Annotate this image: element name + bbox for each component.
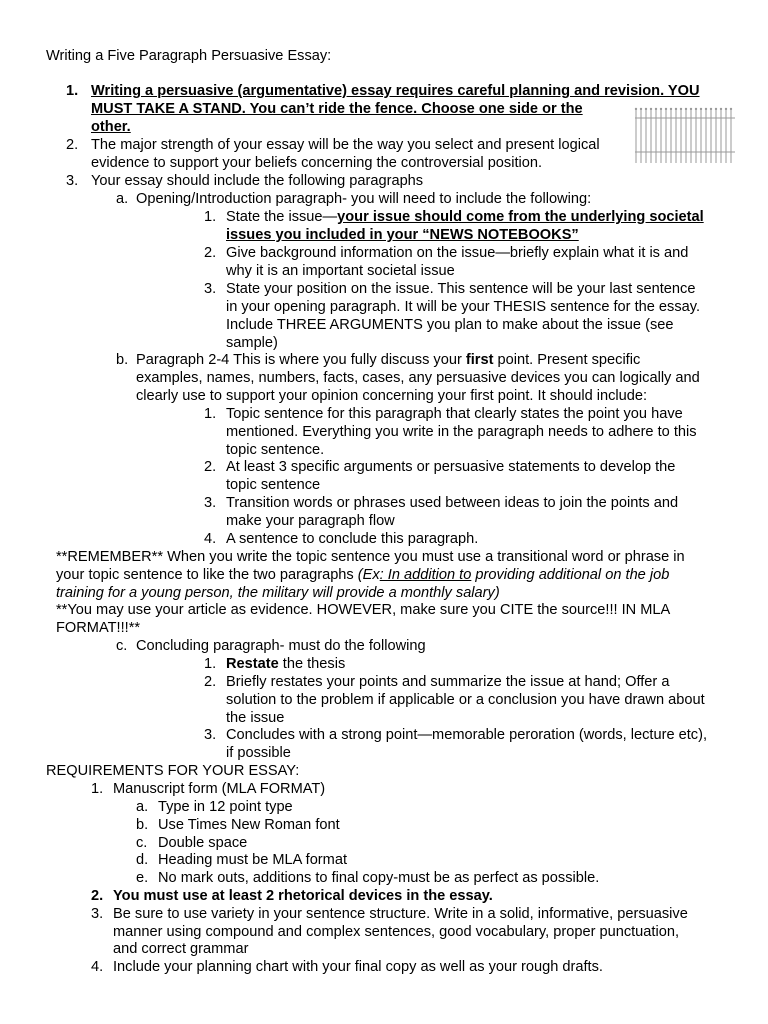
page-title: Writing a Five Paragraph Persuasive Essay: xyxy=(46,48,332,64)
item-2-line-1: The major strength of your essay will be the way you select and present logical xyxy=(91,137,600,153)
section-b-line-2: examples, names, numbers, facts, cases, any persuasive devices you can logically and xyxy=(136,370,700,386)
item-1-line-2: MUST TAKE A STAND. You can’t ride the fence. Choose one side or the xyxy=(91,101,583,117)
a-item-3-line-4: sample) xyxy=(226,335,278,351)
list-number: 3. xyxy=(204,727,217,743)
a-item-3-line-1: State your position on the issue. This sentence will be your last sentence xyxy=(226,281,696,297)
sub-letter: b. xyxy=(116,352,129,368)
c-item-3-line-2: if possible xyxy=(226,745,291,761)
a-item-3-line-2: in your opening paragraph. It will be your THESIS sentence for the essay. xyxy=(226,299,701,315)
sub-letter: b. xyxy=(136,817,149,833)
section-b-line-1: Paragraph 2-4 This is where you fully discuss your first point. Present specific xyxy=(136,352,641,368)
section-b-line-3: clearly use to support your opinion concerning your first point. It should include: xyxy=(136,388,648,404)
list-number: 2. xyxy=(204,245,217,261)
list-number: 3. xyxy=(204,495,217,511)
b-item-4-line-1: A sentence to conclude this paragraph. xyxy=(226,531,479,547)
list-number: 1. xyxy=(91,781,104,797)
item-3-line-1: Your essay should include the following paragraphs xyxy=(91,173,424,189)
b-item-1-line-1: Topic sentence for this paragraph that clearly states the point you have xyxy=(226,406,683,422)
b-item-2-line-2: topic sentence xyxy=(226,477,321,493)
list-number: 2. xyxy=(204,459,217,475)
sub-letter: d. xyxy=(136,852,149,868)
req-4-line-1: Include your planning chart with your final copy as well as your rough drafts. xyxy=(113,959,603,975)
item-1-line-1: Writing a persuasive (argumentative) essay requires careful planning and revision. YOU xyxy=(91,83,700,99)
req-3-line-1: Be sure to use variety in your sentence structure. Write in a solid, informative, persuasive xyxy=(113,906,688,922)
req-1-sub-item: Type in 12 point type xyxy=(158,799,293,815)
list-number: 1. xyxy=(204,406,217,422)
remember-note-line-3: training for a young person, the military will provide a monthly salary) xyxy=(56,585,500,601)
article-note-line-2: FORMAT!!!** xyxy=(56,620,141,636)
sub-letter: c. xyxy=(116,638,128,654)
section-a-line-1: Opening/Introduction paragraph- you will need to include the following: xyxy=(136,191,592,207)
b-item-3-line-2: make your paragraph flow xyxy=(226,513,395,529)
list-number: 2. xyxy=(66,137,79,153)
b-item-1-line-2: mentioned. Everything you write in the paragraph needs to adhere to this xyxy=(226,424,697,440)
b-item-1-line-3: topic sentence. xyxy=(226,442,325,458)
b-item-2-line-1: At least 3 specific arguments or persuasive statements to develop the xyxy=(226,459,676,475)
list-number: 3. xyxy=(66,173,79,189)
req-3-line-2: manner using compound and complex sentences, good vocabulary, proper punctuation, xyxy=(113,924,679,940)
req-1-sub-item: Use Times New Roman font xyxy=(158,817,340,833)
sub-letter: e. xyxy=(136,870,149,886)
item-1-line-3: other. xyxy=(91,119,131,135)
req-1-sub-item: Heading must be MLA format xyxy=(158,852,347,868)
article-note-line-1: **You may use your article as evidence. HOWEVER, make sure you CITE the source!!! IN MLA xyxy=(56,602,671,618)
c-item-2-line-2: solution to the problem if applicable or a conclusion you have drawn about xyxy=(226,692,705,708)
item-2-line-2: evidence to support your beliefs concerning the controversial position. xyxy=(91,155,543,171)
list-number: 2. xyxy=(91,888,104,904)
req-3-line-3: and correct grammar xyxy=(113,941,249,957)
req-1-line-1: Manuscript form (MLA FORMAT) xyxy=(113,781,326,797)
a-item-2-line-2: why it is an important societal issue xyxy=(226,263,455,279)
a-item-2-line-1: Give background information on the issue—briefly explain what it is and xyxy=(226,245,689,261)
sub-letter: c. xyxy=(136,835,148,851)
req-1-sub-item: Double space xyxy=(158,835,248,851)
req-2-line-1: You must use at least 2 rhetorical devices in the essay. xyxy=(113,888,493,904)
list-number: 1. xyxy=(204,209,217,225)
remember-note-line-2: your topic sentence to like the two paragraphs (Ex: In addition to providing additional on the job xyxy=(56,567,670,583)
a-item-1-line-2: issues you included in your “NEWS NOTEBOOKS” xyxy=(226,227,579,243)
c-item-1-line-1: Restate the thesis xyxy=(226,656,346,672)
c-item-2-line-3: the issue xyxy=(226,710,285,726)
sub-letter: a. xyxy=(116,191,129,207)
a-item-3-line-3: Include THREE ARGUMENTS you plan to make about the issue (see xyxy=(226,317,674,333)
list-number: 4. xyxy=(204,531,217,547)
sub-letter: a. xyxy=(136,799,149,815)
list-number: 2. xyxy=(204,674,217,690)
req-1-sub-item: No mark outs, additions to final copy-must be as perfect as possible. xyxy=(158,870,600,886)
remember-note-line-1: **REMEMBER** When you write the topic sentence you must use a transitional word or phrase in xyxy=(56,549,685,565)
fence-illustration xyxy=(634,104,736,164)
list-number: 3. xyxy=(91,906,104,922)
c-item-2-line-1: Briefly restates your points and summarize the issue at hand; Offer a xyxy=(226,674,670,690)
requirements-heading: REQUIREMENTS FOR YOUR ESSAY: xyxy=(46,763,300,779)
c-item-3-line-1: Concludes with a strong point—memorable peroration (words, lecture etc), xyxy=(226,727,708,743)
section-c-line-1: Concluding paragraph- must do the following xyxy=(136,638,426,654)
list-number: 3. xyxy=(204,281,217,297)
list-number: 1. xyxy=(66,83,79,99)
b-item-3-line-1: Transition words or phrases used between ideas to join the points and xyxy=(226,495,679,511)
list-number: 4. xyxy=(91,959,104,975)
a-item-1-line-1: State the issue—your issue should come from the underlying societal xyxy=(226,209,704,225)
list-number: 1. xyxy=(204,656,217,672)
